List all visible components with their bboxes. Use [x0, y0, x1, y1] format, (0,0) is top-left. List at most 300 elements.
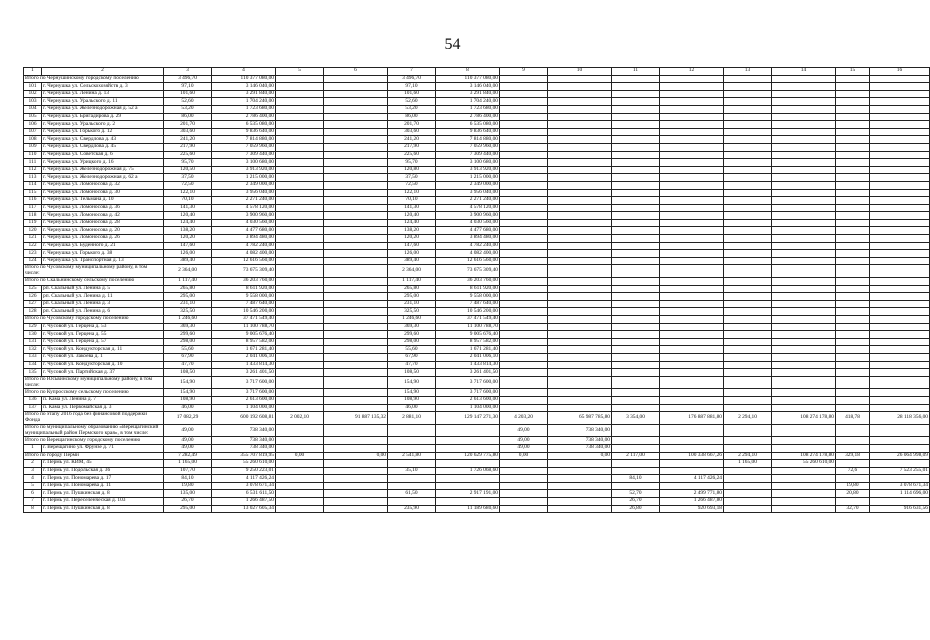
- value-cell: 295,00: [388, 293, 436, 301]
- address-cell: г. Чернушка ул. Железнодорожная д. 62 а: [42, 174, 164, 182]
- value-cell: 4 578 120,00: [212, 204, 276, 212]
- value-cell: [500, 293, 548, 301]
- value-cell: [324, 490, 388, 498]
- value-cell: 0,00: [500, 452, 548, 460]
- value-cell: [660, 396, 724, 404]
- value-cell: [870, 212, 930, 220]
- value-cell: [276, 300, 324, 308]
- value-cell: [612, 316, 660, 324]
- value-cell: 201,70: [388, 121, 436, 129]
- table-row: [24, 227, 930, 235]
- value-cell: 7 309 440,00: [212, 151, 276, 159]
- value-cell: 7 814 880,00: [212, 136, 276, 144]
- value-cell: [836, 404, 870, 412]
- value-cell: [500, 331, 548, 339]
- table-row: [24, 105, 930, 113]
- value-cell: 265,80: [164, 285, 212, 293]
- address-cell: г. Чернушка ул. Ломоносова д. 42: [42, 212, 164, 220]
- value-cell: [870, 98, 930, 106]
- value-cell: 3 078 671,34: [870, 482, 930, 490]
- value-cell: 138,20: [164, 227, 212, 235]
- table-row: [24, 235, 930, 243]
- subtotal-label: Итого по Верещагинскому городскому поселению: [24, 437, 164, 445]
- row-number: 114: [24, 181, 42, 189]
- value-cell: 135,00: [164, 490, 212, 498]
- value-cell: 2 117,00: [612, 452, 660, 460]
- value-cell: 738 340,00: [212, 424, 276, 437]
- row-number: 118: [24, 212, 42, 220]
- value-cell: [724, 424, 772, 437]
- value-cell: [436, 444, 500, 452]
- value-cell: 26,70: [164, 498, 212, 506]
- value-cell: 47,70: [164, 361, 212, 369]
- row-number: 3: [24, 467, 42, 475]
- address-cell: г. Чусовой ул. Герцена д. 55: [42, 331, 164, 339]
- value-cell: 55 260 610,00: [772, 460, 836, 468]
- row-number: 112: [24, 166, 42, 174]
- value-cell: [324, 475, 388, 483]
- value-cell: [724, 83, 772, 91]
- value-cell: [324, 460, 388, 468]
- value-cell: [388, 475, 436, 483]
- value-cell: 231,10: [388, 300, 436, 308]
- value-cell: [500, 376, 548, 389]
- value-cell: 100 338 667,26: [660, 452, 724, 460]
- value-cell: 0,00: [548, 452, 612, 460]
- value-cell: [772, 250, 836, 258]
- value-cell: [500, 316, 548, 324]
- address-cell: г. Верещагино ул. Фрунзе д. 71: [42, 444, 164, 452]
- value-cell: [500, 323, 548, 331]
- value-cell: 12 616 560,00: [212, 257, 276, 265]
- value-cell: [836, 204, 870, 212]
- value-cell: [870, 90, 930, 98]
- value-cell: [612, 90, 660, 98]
- row-number: 107: [24, 128, 42, 136]
- value-cell: [660, 83, 724, 91]
- value-cell: [772, 265, 836, 278]
- value-cell: 108,90: [164, 396, 212, 404]
- value-cell: [724, 338, 772, 346]
- value-cell: [276, 212, 324, 220]
- value-cell: 2 499 771,80: [660, 490, 724, 498]
- value-cell: 2 041 006,10: [436, 353, 500, 361]
- column-number-row: [24, 68, 930, 76]
- address-cell: рп. Скальный ул. Ленина д. 3: [42, 300, 164, 308]
- value-cell: 46,00: [164, 404, 212, 412]
- value-cell: [276, 98, 324, 106]
- value-cell: [870, 189, 930, 197]
- value-cell: [870, 285, 930, 293]
- value-cell: 97,10: [388, 83, 436, 91]
- value-cell: [548, 90, 612, 98]
- value-cell: 73 675 309,40: [212, 265, 276, 278]
- value-cell: 10 546 200,00: [212, 308, 276, 316]
- value-cell: 32,70: [836, 505, 870, 513]
- table-row: [24, 197, 930, 205]
- value-cell: 19,80: [836, 482, 870, 490]
- value-cell: [772, 389, 836, 397]
- value-cell: [548, 361, 612, 369]
- table-row: [24, 113, 930, 121]
- table-row: [24, 338, 930, 346]
- value-cell: 738 340,00: [212, 444, 276, 452]
- value-cell: [612, 285, 660, 293]
- value-cell: 67,90: [164, 353, 212, 361]
- table-row: [24, 250, 930, 258]
- value-cell: [500, 308, 548, 316]
- value-cell: [724, 498, 772, 506]
- value-cell: [324, 121, 388, 129]
- value-cell: 916 631,56: [870, 505, 930, 513]
- subtotal-label: Итого по городу Перми: [24, 452, 164, 460]
- address-cell: г. Пермь ул. Пушкинская д. 8: [42, 490, 164, 498]
- value-cell: 369,30: [388, 323, 436, 331]
- value-cell: [324, 143, 388, 151]
- value-cell: [324, 90, 388, 98]
- value-cell: [870, 204, 930, 212]
- value-cell: [870, 323, 930, 331]
- value-cell: 3 100 680,00: [212, 159, 276, 167]
- value-cell: 1 723 680,00: [212, 105, 276, 113]
- value-cell: 738 340,00: [548, 424, 612, 437]
- value-cell: 241,20: [388, 136, 436, 144]
- value-cell: [548, 323, 612, 331]
- column-number-cell: 1: [24, 68, 42, 76]
- value-cell: [836, 189, 870, 197]
- column-number-cell: 10: [548, 68, 612, 76]
- value-cell: [724, 316, 772, 324]
- value-cell: [500, 121, 548, 129]
- value-cell: [772, 300, 836, 308]
- value-cell: 86,00: [164, 113, 212, 121]
- value-cell: [612, 404, 660, 412]
- value-cell: [500, 257, 548, 265]
- value-cell: [276, 174, 324, 182]
- subtotal-row: [24, 278, 930, 286]
- value-cell: [500, 242, 548, 250]
- table-row: [24, 143, 930, 151]
- value-cell: 8 611 920,00: [436, 285, 500, 293]
- value-cell: [500, 389, 548, 397]
- address-cell: г. Чусовой ул. Закоева д. 1: [42, 353, 164, 361]
- table-row: [24, 505, 930, 513]
- value-cell: [612, 361, 660, 369]
- address-cell: г. Пермь ул. Подольская д. 36: [42, 467, 164, 475]
- row-number: 109: [24, 143, 42, 151]
- value-cell: [324, 128, 388, 136]
- value-cell: [612, 136, 660, 144]
- value-cell: [612, 323, 660, 331]
- value-cell: [276, 121, 324, 129]
- value-cell: [276, 396, 324, 404]
- value-cell: [548, 265, 612, 278]
- value-cell: [660, 113, 724, 121]
- value-cell: [276, 346, 324, 354]
- value-cell: [724, 490, 772, 498]
- value-cell: [724, 98, 772, 106]
- value-cell: [724, 257, 772, 265]
- row-number: 116: [24, 197, 42, 205]
- value-cell: [772, 212, 836, 220]
- row-number: 6: [24, 490, 42, 498]
- value-cell: 231,10: [164, 300, 212, 308]
- value-cell: [772, 136, 836, 144]
- value-cell: [612, 197, 660, 205]
- row-number: 111: [24, 159, 42, 167]
- address-cell: рп. Скальный ул. Ленина д. 5: [42, 285, 164, 293]
- value-cell: [388, 444, 436, 452]
- value-cell: [388, 424, 436, 437]
- value-cell: 217,90: [388, 143, 436, 151]
- table-row: [24, 204, 930, 212]
- value-cell: [612, 105, 660, 113]
- value-cell: 6 535 080,00: [436, 121, 500, 129]
- value-cell: [436, 498, 500, 506]
- value-cell: 36 203 760,00: [212, 278, 276, 286]
- value-cell: 201,70: [164, 121, 212, 129]
- value-cell: 1 671 281,40: [436, 346, 500, 354]
- value-cell: [870, 308, 930, 316]
- value-cell: [772, 143, 836, 151]
- row-number: 106: [24, 121, 42, 129]
- value-cell: 2 917 191,00: [436, 490, 500, 498]
- value-cell: [548, 389, 612, 397]
- value-cell: [324, 219, 388, 227]
- value-cell: 108 274 178,80: [772, 412, 836, 425]
- row-number: 136: [24, 396, 42, 404]
- value-cell: [276, 250, 324, 258]
- value-cell: [500, 113, 548, 121]
- value-cell: 4 082 400,00: [436, 250, 500, 258]
- value-cell: [772, 257, 836, 265]
- value-cell: 110 377 080,00: [436, 75, 500, 83]
- value-cell: [724, 166, 772, 174]
- value-cell: [276, 316, 324, 324]
- value-cell: [324, 396, 388, 404]
- column-number-cell: 15: [836, 68, 870, 76]
- value-cell: [548, 278, 612, 286]
- value-cell: [276, 331, 324, 339]
- value-cell: [548, 98, 612, 106]
- value-cell: [548, 460, 612, 468]
- value-cell: 147,60: [388, 242, 436, 250]
- value-cell: [870, 338, 930, 346]
- value-cell: [500, 166, 548, 174]
- value-cell: 4 477 680,00: [436, 227, 500, 235]
- value-cell: [660, 265, 724, 278]
- value-cell: 3 078 671,34: [212, 482, 276, 490]
- table-row: [24, 396, 930, 404]
- row-number: 117: [24, 204, 42, 212]
- value-cell: [276, 189, 324, 197]
- value-cell: [836, 136, 870, 144]
- value-cell: 3 261 401,50: [212, 369, 276, 377]
- value-cell: [660, 121, 724, 129]
- value-cell: [612, 204, 660, 212]
- value-cell: [500, 300, 548, 308]
- value-cell: 225,60: [164, 151, 212, 159]
- value-cell: [772, 338, 836, 346]
- table-row: [24, 121, 930, 129]
- value-cell: [436, 424, 500, 437]
- value-cell: 9 005 676,40: [212, 331, 276, 339]
- value-cell: [276, 389, 324, 397]
- value-cell: [500, 475, 548, 483]
- value-cell: 389,40: [388, 257, 436, 265]
- value-cell: [836, 278, 870, 286]
- table-row: [24, 482, 930, 490]
- column-number-cell: 5: [276, 68, 324, 76]
- value-cell: [836, 197, 870, 205]
- value-cell: 9 005 676,40: [436, 331, 500, 339]
- value-cell: [724, 219, 772, 227]
- value-cell: [548, 346, 612, 354]
- value-cell: [276, 308, 324, 316]
- address-cell: п. Кама ул. Ленина д. 7: [42, 396, 164, 404]
- value-cell: [870, 361, 930, 369]
- value-cell: [388, 437, 436, 445]
- value-cell: [276, 293, 324, 301]
- value-cell: 55,60: [164, 346, 212, 354]
- row-number: 115: [24, 189, 42, 197]
- value-cell: [870, 121, 930, 129]
- value-cell: [500, 278, 548, 286]
- table-row: [24, 460, 930, 468]
- value-cell: 53,20: [388, 105, 436, 113]
- value-cell: 110 377 080,00: [212, 75, 276, 83]
- table-row: [24, 166, 930, 174]
- value-cell: [870, 242, 930, 250]
- value-cell: 225,60: [388, 151, 436, 159]
- value-cell: 920 693,18: [660, 505, 724, 513]
- value-cell: [276, 498, 324, 506]
- value-cell: [612, 437, 660, 445]
- address-cell: г. Чернушка ул. Железнодорожная д. 52 а: [42, 105, 164, 113]
- value-cell: [660, 389, 724, 397]
- value-cell: 2 364,00: [388, 265, 436, 278]
- value-cell: [724, 136, 772, 144]
- value-cell: 72,50: [388, 181, 436, 189]
- value-cell: [276, 444, 324, 452]
- value-cell: 2 271 240,00: [436, 197, 500, 205]
- value-cell: [870, 227, 930, 235]
- row-number: 121: [24, 235, 42, 243]
- value-cell: [548, 212, 612, 220]
- value-cell: [772, 505, 836, 513]
- table-row: [24, 257, 930, 265]
- value-cell: [870, 369, 930, 377]
- value-cell: 1 117,40: [388, 278, 436, 286]
- value-cell: 46,00: [388, 404, 436, 412]
- value-cell: [500, 285, 548, 293]
- value-cell: [324, 174, 388, 182]
- value-cell: [772, 285, 836, 293]
- value-cell: [612, 128, 660, 136]
- value-cell: 52,60: [388, 98, 436, 106]
- value-cell: 1 165,00: [724, 460, 772, 468]
- value-cell: 7 487 640,00: [436, 300, 500, 308]
- value-cell: [772, 308, 836, 316]
- value-cell: [276, 159, 324, 167]
- row-number: 131: [24, 338, 42, 346]
- column-number-cell: 3: [164, 68, 212, 76]
- row-number: 105: [24, 113, 42, 121]
- value-cell: [772, 346, 836, 354]
- value-cell: [836, 235, 870, 243]
- value-cell: 126,00: [388, 250, 436, 258]
- value-cell: 73 675 309,40: [436, 265, 500, 278]
- value-cell: [324, 250, 388, 258]
- value-cell: [870, 128, 930, 136]
- row-number: 125: [24, 285, 42, 293]
- address-cell: рп. Скальный ул. Ленина д. 11: [42, 293, 164, 301]
- value-cell: [724, 197, 772, 205]
- value-cell: [276, 460, 324, 468]
- value-cell: [548, 250, 612, 258]
- value-cell: [548, 242, 612, 250]
- value-cell: 4 082 400,00: [212, 250, 276, 258]
- value-cell: 17 082,29: [164, 412, 212, 425]
- value-cell: [772, 204, 836, 212]
- row-number: 133: [24, 353, 42, 361]
- value-cell: 7 059 960,00: [436, 143, 500, 151]
- table-row: [24, 331, 930, 339]
- value-cell: [836, 98, 870, 106]
- value-cell: [612, 444, 660, 452]
- value-cell: 325,50: [164, 308, 212, 316]
- row-number: 124: [24, 257, 42, 265]
- value-cell: [660, 204, 724, 212]
- value-cell: [772, 424, 836, 437]
- value-cell: [870, 181, 930, 189]
- value-cell: 26,80: [612, 505, 660, 513]
- value-cell: [870, 424, 930, 437]
- value-cell: [612, 75, 660, 83]
- table-row: [24, 369, 930, 377]
- row-number: 128: [24, 308, 42, 316]
- value-cell: 3 913 920,00: [212, 166, 276, 174]
- value-cell: [660, 250, 724, 258]
- value-cell: [548, 396, 612, 404]
- address-cell: г. Чернушка ул. Сельскохозяйств д. 3: [42, 83, 164, 91]
- subtotal-label: Итого по Чернушинскому городскому поселению: [24, 75, 164, 83]
- row-number: 2: [24, 460, 42, 468]
- value-cell: [772, 404, 836, 412]
- value-cell: 126,00: [164, 250, 212, 258]
- address-cell: г. Чернушка ул. Ломоносова д. 28: [42, 219, 164, 227]
- value-cell: [500, 75, 548, 83]
- page-number: 54: [444, 36, 461, 53]
- value-cell: [660, 278, 724, 286]
- table-body: [24, 68, 930, 513]
- value-cell: [724, 505, 772, 513]
- value-cell: [500, 219, 548, 227]
- value-cell: 35,10: [388, 467, 436, 475]
- value-cell: [500, 159, 548, 167]
- value-cell: [276, 197, 324, 205]
- value-cell: [660, 197, 724, 205]
- value-cell: [612, 121, 660, 129]
- value-cell: [500, 128, 548, 136]
- value-cell: [548, 83, 612, 91]
- value-cell: [500, 143, 548, 151]
- value-cell: [660, 376, 724, 389]
- value-cell: [276, 369, 324, 377]
- row-number: 123: [24, 250, 42, 258]
- value-cell: 107,70: [164, 467, 212, 475]
- value-cell: 3 717 600,00: [436, 376, 500, 389]
